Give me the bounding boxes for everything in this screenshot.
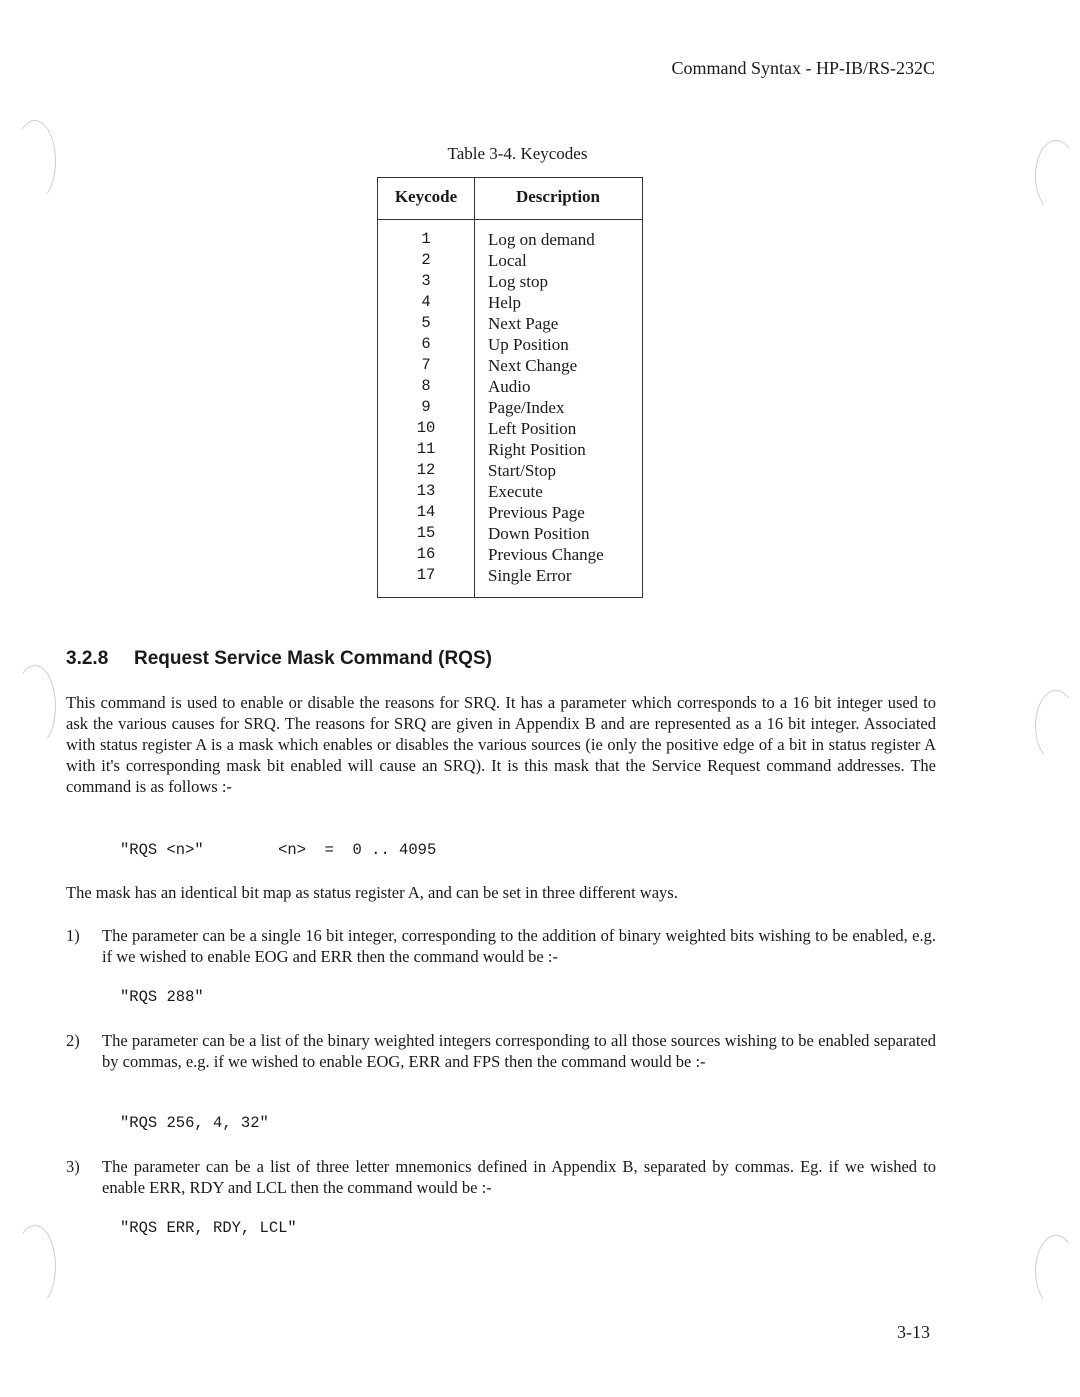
description-cell: Start/Stop	[488, 461, 557, 480]
table-row	[378, 271, 642, 292]
list-item	[66, 1156, 936, 1198]
keycode-cell: 16	[416, 545, 436, 563]
description-cell: Log stop	[488, 272, 548, 291]
scan-hole-mark	[1035, 140, 1077, 212]
page-number: 3-13	[897, 1322, 930, 1342]
table-row	[378, 250, 642, 271]
table-row	[378, 502, 642, 523]
keycode-cell: 2	[421, 251, 431, 269]
keycode-cell: 5	[421, 314, 431, 332]
table-row	[378, 418, 642, 439]
list-item-text: The parameter can be a single 16 bit integer, corresponding to the addition of binary weighted bits wishing to be enabled, e.g. if we wished to enable EOG and ERR then the command would be :-	[102, 926, 936, 966]
table-body	[378, 229, 642, 586]
table-row	[378, 544, 642, 565]
keycode-cell: 4	[421, 293, 431, 311]
description-cell: Previous Change	[488, 545, 604, 564]
intro-paragraph: This command is used to enable or disable the reasons for SRQ. It has a parameter which corresponds to a 16 bit integer used to ask the various causes for SRQ. The reasons for SRQ are given in Appendix B and are represented as a 16 bit integer. Associated with status register A is a mask which enables or disables the various sources (ie only the positive edge of a bit in status register A with it's corresponding mask bit enabled will cause an SRQ). It is this mask that the Service Request command addresses. The command is as follows :-	[66, 693, 936, 796]
scan-hole-mark	[1035, 690, 1077, 762]
table-row	[378, 523, 642, 544]
keycode-cell: 6	[421, 335, 431, 353]
mask-note: The mask has an identical bit map as status register A, and can be set in three different ways.	[66, 883, 678, 902]
description-cell: Right Position	[488, 440, 586, 459]
keycode-cell: 1	[421, 230, 431, 248]
keycodes-table	[377, 177, 643, 598]
section-title: Request Service Mask Command (RQS)	[134, 648, 492, 669]
keycode-cell: 7	[421, 356, 431, 374]
table-row	[378, 292, 642, 313]
table-row	[378, 565, 642, 586]
description-cell: Up Position	[488, 335, 569, 354]
description-cell: Next Page	[488, 314, 559, 333]
table-row	[378, 334, 642, 355]
column-header-keycode: Keycode	[394, 187, 458, 206]
description-cell: Log on demand	[488, 230, 595, 249]
table-row	[378, 313, 642, 334]
description-cell: Audio	[488, 377, 531, 396]
scan-hole-mark	[14, 665, 56, 747]
table-caption: Table 3-4. Keycodes	[447, 144, 588, 163]
keycode-cell: 14	[416, 503, 436, 521]
list-item-number: 2)	[66, 1031, 80, 1050]
section-number: 3.2.8	[66, 648, 109, 669]
example-command: "RQS ERR, RDY, LCL"	[120, 1219, 297, 1237]
description-cell: Local	[488, 251, 527, 270]
column-header-description: Description	[515, 187, 601, 206]
description-cell: Next Change	[488, 356, 578, 375]
table-row	[378, 481, 642, 502]
list-item-number: 1)	[66, 926, 80, 945]
keycode-cell: 9	[421, 398, 431, 416]
example-command: "RQS 288"	[120, 988, 204, 1006]
keycode-cell: 8	[421, 377, 431, 395]
list-item-text: The parameter can be a list of three letter mnemonics defined in Appendix B, separated by commas. Eg. if we wished to enable ERR, RDY and LCL then the command would be :-	[102, 1157, 936, 1197]
keycode-cell: 13	[416, 482, 436, 500]
description-cell: Execute	[488, 482, 543, 501]
table-row	[378, 355, 642, 376]
scan-hole-mark	[14, 1225, 56, 1307]
description-cell: Left Position	[488, 419, 577, 438]
scan-hole-mark	[14, 120, 56, 202]
table-row	[378, 439, 642, 460]
description-cell: Single Error	[488, 566, 572, 585]
keycode-cell: 10	[416, 419, 436, 437]
example-command: "RQS 256, 4, 32"	[120, 1114, 269, 1132]
scan-hole-mark	[1035, 1235, 1077, 1307]
table-header-divider	[378, 219, 642, 220]
table-row	[378, 376, 642, 397]
table-row	[378, 460, 642, 481]
list-item	[66, 925, 936, 967]
syntax-line: "RQS <n>" <n> = 0 .. 4095	[120, 841, 437, 859]
list-item-number: 3)	[66, 1157, 80, 1176]
description-cell: Page/Index	[488, 398, 565, 417]
section-heading	[66, 648, 492, 670]
description-cell: Previous Page	[488, 503, 585, 522]
keycode-cell: 12	[416, 461, 436, 479]
running-header: Command Syntax - HP-IB/RS-232C	[671, 58, 935, 78]
table-row	[378, 229, 642, 250]
keycode-cell: 11	[416, 440, 436, 458]
keycode-cell: 3	[421, 272, 431, 290]
list-item	[66, 1030, 936, 1072]
description-cell: Help	[488, 293, 522, 312]
table-row	[378, 397, 642, 418]
keycode-cell: 17	[416, 566, 436, 584]
list-item-text: The parameter can be a list of the binary weighted integers corresponding to all those sources wishing to be enabled separated by commas, e.g. if we wished to enable EOG, ERR and FPS then the command would be :-	[102, 1031, 936, 1071]
keycode-cell: 15	[416, 524, 436, 542]
description-cell: Down Position	[488, 524, 590, 543]
